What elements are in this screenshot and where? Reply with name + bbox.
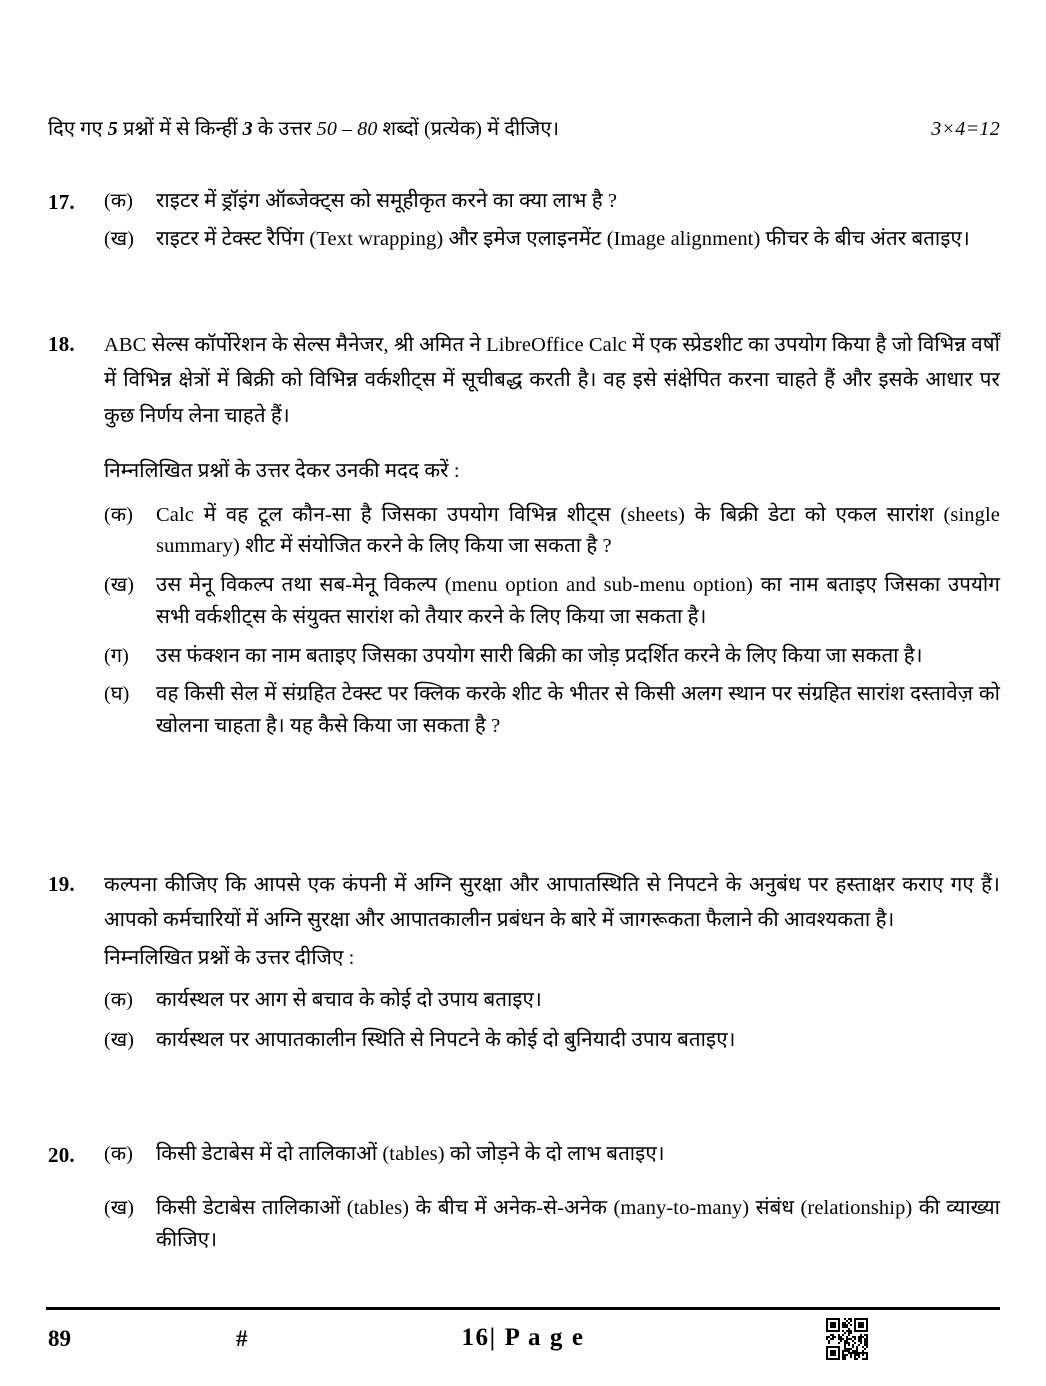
footer-divider <box>46 1307 1000 1310</box>
question-number-19: 19. <box>48 872 75 896</box>
part-text: Calc में वह टूल कौन-सा है जिसका उपयोग विभिन्न शीट्स (sheets) के बिक्री डेटा को एकल सारांश (single summary) शीट में संयोजित करने के लिए किया जा सकता है ? <box>156 503 1000 558</box>
part-text: किसी डेटाबेस तालिकाओं (tables) के बीच में अनेक-से-अनेक (many-to-many) संबंध (relationship) की व्याख्या कीजिए। <box>156 1196 1000 1251</box>
question-18-stem: ABC सेल्स कॉर्पोरेशन के सेल्स मैनेजर, श्री अमित ने LibreOffice Calc में एक स्प्रेडशीट का उपयोग किया है जो विभिन्न वर्षों में विभिन्न क्षेत्रों में बिक्री को विभिन्न वर्कशीट्स में सूचीबद्ध करती है। वह इसे संक्षेपित करना चाहते हैं और इसके आधार पर कुछ निर्णय लेना चाहते हैं। <box>104 334 1000 427</box>
part-text: किसी डेटाबेस में दो तालिकाओं (tables) को जोड़ने के दो लाभ बताइए। <box>156 1143 665 1165</box>
page-footer <box>46 1318 1000 1374</box>
instruction-prefix: दिए गए <box>48 118 108 140</box>
question-number-18: 18. <box>48 332 75 356</box>
marks-allocation: 3×4=12 <box>931 118 1000 140</box>
footer-hash-symbol: # <box>236 1326 248 1351</box>
part-label: (क) <box>104 989 133 1012</box>
part-label: (क) <box>104 1143 133 1165</box>
question-body-18 <box>104 328 1000 743</box>
instruction-count-choose: 3 <box>242 118 253 140</box>
question-number-20: 20. <box>48 1143 75 1167</box>
part-text: उस फंक्शन का नाम बताइए जिसका उपयोग सारी बिक्री का जोड़ प्रदर्शित करने के लिए किया जा सकता है। <box>156 644 923 667</box>
part-label: (क) <box>104 190 133 212</box>
part-label: (घ) <box>104 683 130 706</box>
question-body-19 <box>104 868 1000 1057</box>
question-19-part-a <box>104 985 1000 1017</box>
instruction-mid-1: प्रश्नों में से किन्हीं <box>117 118 243 140</box>
question-20-part-b <box>104 1193 1000 1257</box>
question-17-part-a <box>104 186 1000 218</box>
part-label: (ग) <box>104 644 129 667</box>
question-body-17 <box>104 186 1000 256</box>
question-18-lead: निम्नलिखित प्रश्नों के उत्तर देकर उनकी मदद करें : <box>104 459 460 482</box>
instruction-text <box>48 119 559 139</box>
question-number-17: 17. <box>48 190 75 214</box>
question-19-lead: निम्नलिखित प्रश्नों के उत्तर दीजिए : <box>104 946 355 969</box>
qr-code-icon <box>826 1318 868 1360</box>
question-19-stem: कल्पना कीजिए कि आपसे एक कंपनी में अग्नि सुरक्षा और आपातस्थिति से निपटने के अनुबंध पर हस्ताक्षर कराए गए हैं। आपको कर्मचारियों में अग्नि सुरक्षा और आपातकालीन प्रबंधन के बारे में जागरूकता फैलाने की आवश्यकता है। <box>104 874 1000 932</box>
question-body-20 <box>104 1139 1000 1256</box>
question-18-part-b <box>104 570 1000 634</box>
instruction-suffix: शब्दों (प्रत्येक) में दीजिए। <box>377 118 560 140</box>
page-label: 16| P a g e <box>461 1324 585 1351</box>
paper-code: 89 <box>48 1326 71 1351</box>
part-text: वह किसी सेल में संग्रहित टेक्स्ट पर क्लिक करके शीट के भीतर से किसी अलग स्थान पर संग्रहित सारांश दस्तावेज़ को खोलना चाहता है। यह कैसे किया जा सकता है ? <box>156 683 1000 738</box>
part-label: (ख) <box>104 574 134 597</box>
part-label: (क) <box>104 503 133 526</box>
part-label: (ख) <box>104 1029 134 1052</box>
part-label: (ख) <box>104 1196 134 1219</box>
question-block-19 <box>48 868 1000 1057</box>
instruction-count-total: 5 <box>107 118 118 140</box>
instruction-word-range: 50 – 80 <box>316 118 378 140</box>
question-17-part-b <box>104 224 1000 256</box>
part-label: (ख) <box>104 227 134 250</box>
question-20-part-a <box>104 1139 1000 1171</box>
part-text: कार्यस्थल पर आग से बचाव के कोई दो उपाय बताइए। <box>156 989 542 1012</box>
part-text: कार्यस्थल पर आपातकालीन स्थिति से निपटने के कोई दो बुनियादी उपाय बताइए। <box>156 1029 736 1052</box>
instruction-mid-2: के उत्तर <box>252 118 317 140</box>
part-text: उस मेनू विकल्प तथा सब-मेनू विकल्प (menu option and sub-menu option) का नाम बताइए जिसका उपयोग सभी वर्कशीट्स के संयुक्त सारांश को तैयार करने के लिए किया जा सकता है। <box>156 574 1000 628</box>
question-18-part-d <box>104 679 1000 743</box>
question-block-20 <box>48 1139 1000 1256</box>
question-18-part-c <box>104 641 1000 673</box>
instruction-row <box>48 118 1000 141</box>
part-text: राइटर में ड्रॉइंग ऑब्जेक्ट्स को समूहीकृत करने का क्या लाभ है ? <box>156 190 618 212</box>
question-block-17 <box>48 186 1000 256</box>
question-18-part-a <box>104 500 1000 564</box>
question-block-18 <box>48 328 1000 743</box>
question-19-part-b <box>104 1025 1000 1057</box>
part-text: राइटर में टेक्स्ट रैपिंग (Text wrapping) और इमेज एलाइनमेंट (Image alignment) फीचर के बीच अंतर बताइए। <box>156 227 970 250</box>
